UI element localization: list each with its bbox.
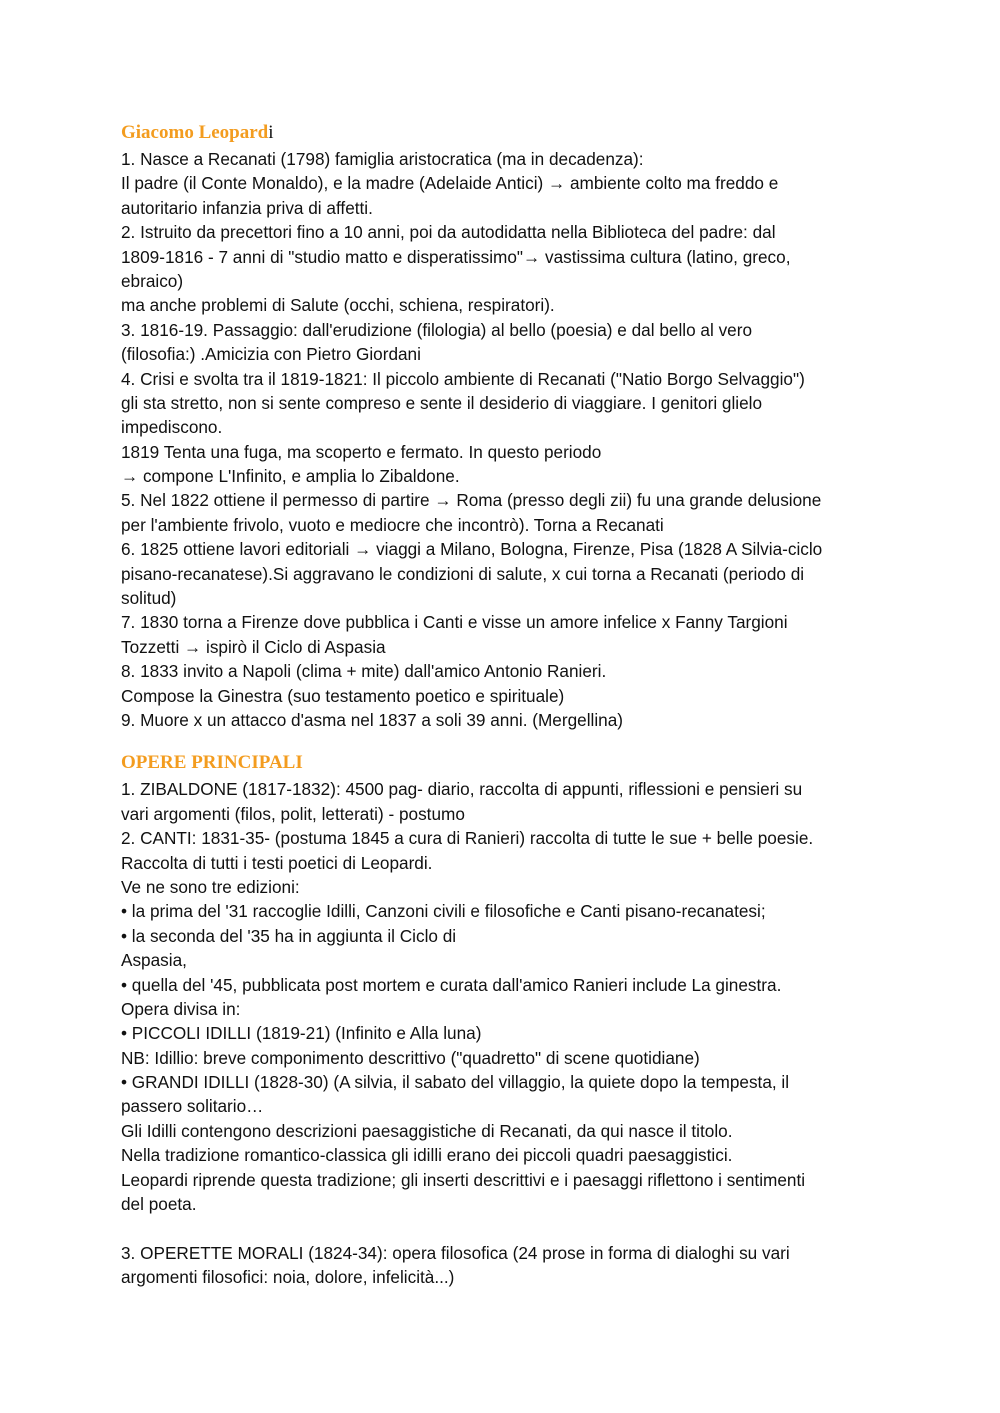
text-line: 6. 1825 ottiene lavori editoriali → viaggi a Milano, Bologna, Firenze, Pisa (1828 A Silvia-ciclo [121, 539, 823, 560]
text-line: 1. Nasce a Recanati (1798) famiglia aristocratica (ma in decadenza): [121, 149, 644, 169]
paragraph-spacer [121, 1216, 881, 1240]
text-line: 8. 1833 invito a Napoli (clima + mite) dall'amico Antonio Ranieri. [121, 661, 607, 682]
text-line: • la seconda del '35 ha in aggiunta il Ciclo di [121, 925, 457, 946]
bio-heading-accent: Giacomo Leopard [121, 122, 269, 143]
text-line: 1. ZIBALDONE (1817-1832): 4500 pag- diario, raccolta di appunti, riflessioni e pensieri su [121, 779, 803, 800]
text-line: • quella del '45, pubblicata post mortem e curata dall'amico Ranieri include La ginestra. [121, 974, 782, 995]
text-line: 2. CANTI: 1831-35- (postuma 1845 a cura di Ranieri) raccolta di tutte le sue + belle poesie. [121, 828, 814, 849]
text-line: ebraico) [121, 270, 184, 291]
text-line: 1819 Tenta una fuga, ma scoperto e fermato. In questo periodo [121, 441, 602, 462]
text-line: 1809-1816 - 7 anni di "studio matto e disperatissimo"→ vastissima cultura (latino, greco, [121, 246, 791, 267]
text-line: Ve ne sono tre edizioni: [121, 876, 300, 897]
text-line: ma anche problemi di Salute (occhi, schiena, respiratori). [121, 295, 555, 316]
text-line: 7. 1830 torna a Firenze dove pubblica i Canti e visse un amore infelice x Fanny Targioni [121, 612, 788, 633]
text-line: per l'ambiente frivolo, vuoto e mediocre che incontrò). Torna a Recanati [121, 514, 664, 535]
text-line: (filosofia:) .Amicizia con Pietro Giordani [121, 344, 421, 365]
text-line: Gli Idilli contengono descrizioni paesaggistiche di Recanati, da qui nasce il titolo. [121, 1120, 733, 1141]
text-line: • PICCOLI IDILLI (1819-21) (Infinito e Alla luna) [121, 1023, 482, 1044]
bio-heading [121, 119, 881, 147]
text-line: 2. Istruito da precettori fino a 10 anni, poi da autodidatta nella Biblioteca del padre: dal [121, 222, 776, 243]
text-line: Nella tradizione romantico-classica gli idilli erano dei piccoli quadri paesaggistici. [121, 1145, 733, 1166]
text-line: Aspasia, [121, 950, 187, 971]
text-line: vari argomenti (filos, polit, letterati) - postumo [121, 803, 465, 824]
text-line: 9. Muore x un attacco d'asma nel 1837 a soli 39 anni. (Mergellina) [121, 709, 623, 730]
works-section [121, 777, 881, 1289]
text-line: impediscono. [121, 417, 223, 438]
text-line: Leopardi riprende questa tradizione; gli inserti descrittivi e i paesaggi riflettono i sentimenti [121, 1169, 806, 1190]
text-line: 4. Crisi e svolta tra il 1819-1821: Il piccolo ambiente di Recanati ("Natio Borgo Selvaggio") [121, 368, 805, 389]
text-line: Tozzetti → ispirò il Ciclo di Aspasia [121, 636, 386, 657]
text-line: Compose la Ginestra (suo testamento poetico e spirituale) [121, 685, 565, 706]
text-line: pisano-recanatese).Si aggravano le condizioni di salute, x cui torna a Recanati (periodo di [121, 563, 805, 584]
bio-heading-tail: i [268, 122, 274, 143]
text-line: Raccolta di tutti i testi poetici di Leopardi. [121, 852, 433, 873]
section-spacer [121, 732, 881, 748]
text-line: 3. 1816-19. Passaggio: dall'erudizione (filologia) al bello (poesia) e dal bello al vero [121, 319, 753, 340]
works-heading [121, 749, 881, 777]
text-line: 3. OPERETTE MORALI (1824-34): opera filosofica (24 prose in forma di dialoghi su vari [121, 1242, 790, 1263]
text-line: solitud) [121, 588, 177, 609]
text-line: passero solitario… [121, 1096, 264, 1117]
text-line: → compone L'Infinito, e amplia lo Zibaldone. [121, 466, 460, 487]
text-line: NB: Idillio: breve componimento descrittivo ("quadretto" di scene quotidiane) [121, 1047, 700, 1068]
text-line: del poeta. [121, 1194, 197, 1215]
bio-section [121, 147, 881, 732]
text-line: gli sta stretto, non si sente compreso e sente il desiderio di viaggiare. I genitori glielo [121, 392, 763, 413]
text-line: autoritario infanzia priva di affetti. [121, 197, 373, 218]
text-line: Opera divisa in: [121, 998, 241, 1019]
text-line: argomenti filosofici: noia, dolore, infelicità...) [121, 1267, 455, 1288]
text-line: Il padre (il Conte Monaldo), e la madre (Adelaide Antici) → ambiente colto ma freddo e [121, 173, 779, 194]
text-line: • la prima del '31 raccoglie Idilli, Canzoni civili e filosofiche e Canti pisano-recanatesi; [121, 901, 766, 922]
works-heading-text: OPERE PRINCIPALI [121, 752, 303, 774]
text-line: 5. Nel 1822 ottiene il permesso di partire → Roma (presso degli zii) fu una grande delusione [121, 490, 822, 511]
document-page [121, 118, 881, 1290]
text-line: • GRANDI IDILLI (1828-30) (A silvia, il sabato del villaggio, la quiete dopo la tempesta, il [121, 1072, 790, 1093]
